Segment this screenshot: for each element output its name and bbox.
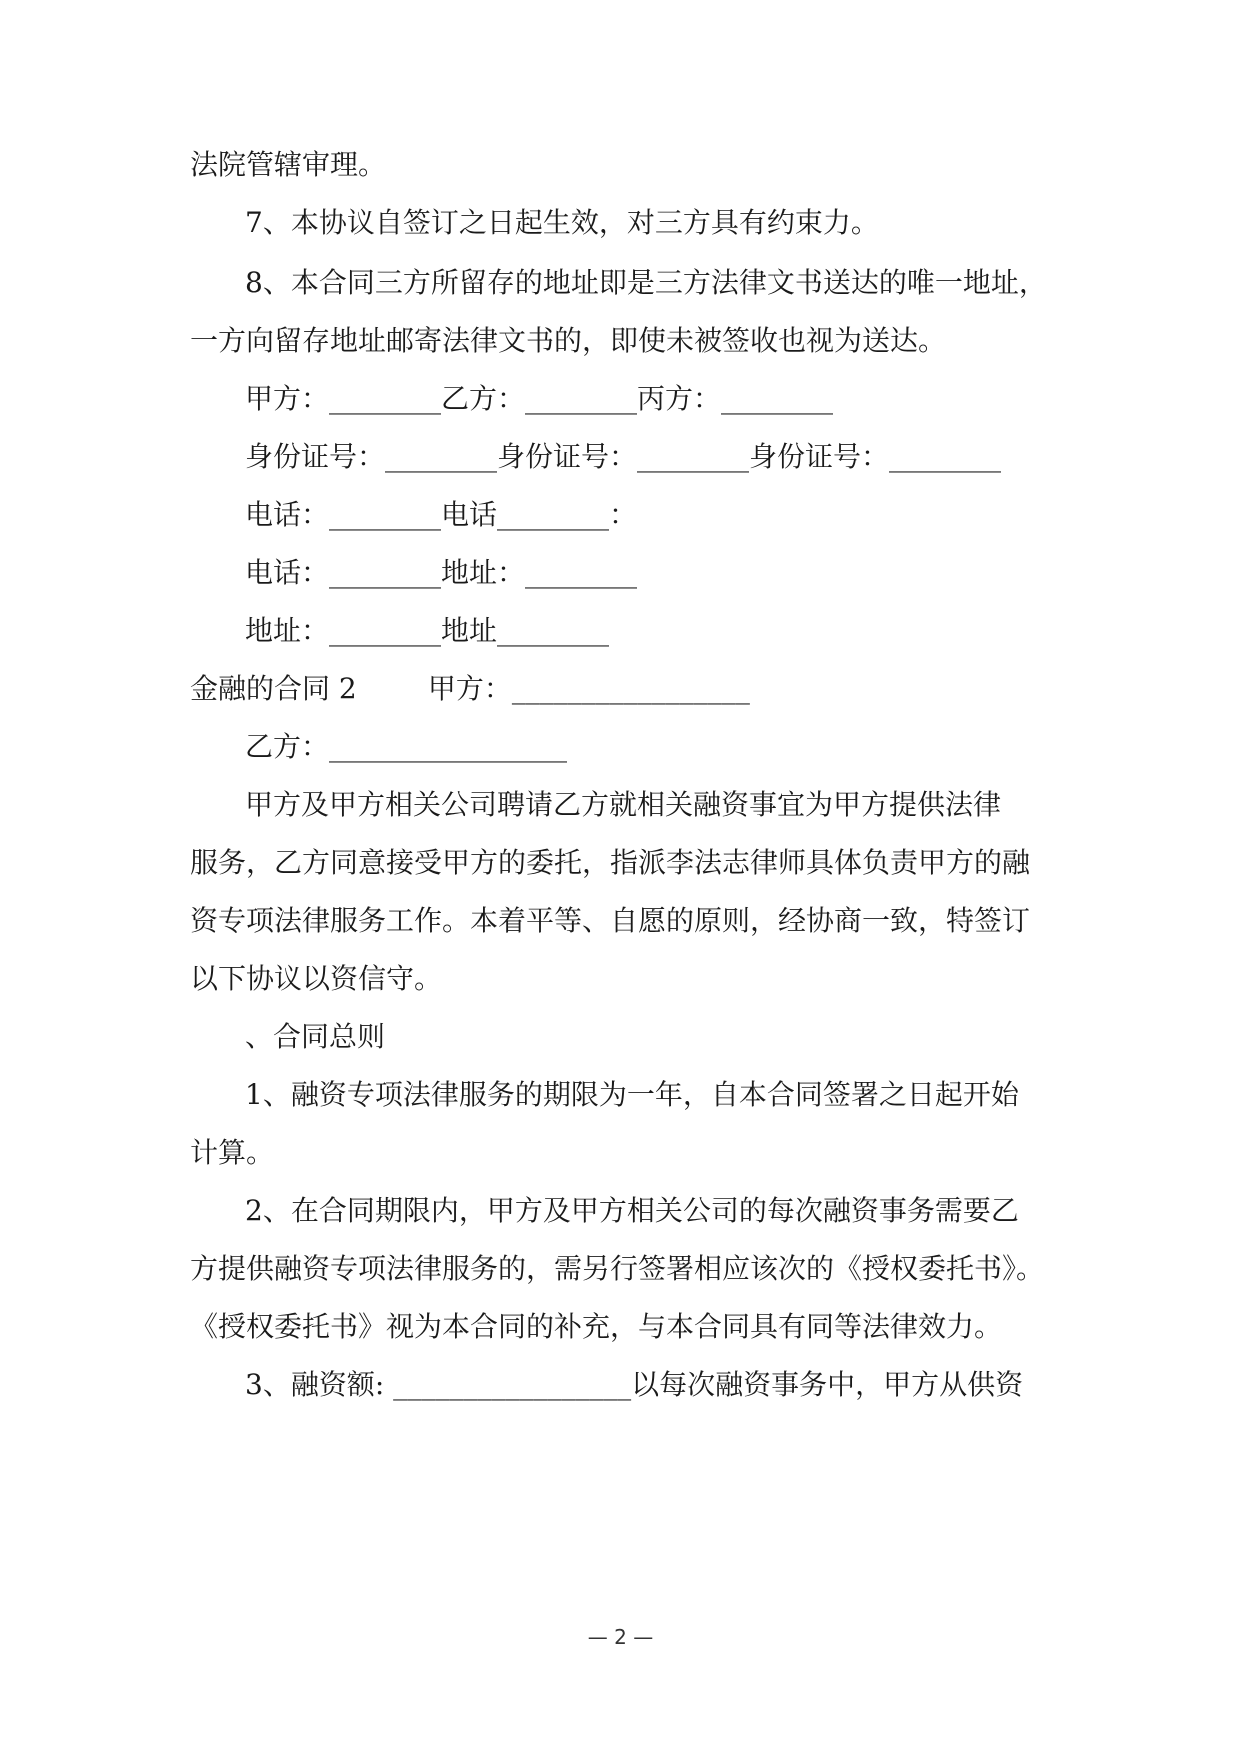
phone-address-line: 电话：________地址：________ [245,556,638,589]
intro-paragraph-line: 以下协议以资信守。 [190,962,443,995]
intro-paragraph-line: 服务，乙方同意接受甲方的委托，指派李法志律师具体负责甲方的融 [190,846,1031,879]
phone-line: 电话：________电话________： [245,498,638,531]
intro-paragraph-line: 资专项法律服务工作。本着平等、自愿的原则，经协商一致，特签订 [190,904,1031,937]
section-heading: 、合同总则 [245,1020,386,1053]
address-line: 地址：________地址________ [245,614,610,647]
clause-2: 2、在合同期限内，甲方及甲方相关公司的每次融资事务需要乙 [245,1194,1019,1227]
clause-1: 1、融资专项法律服务的期限为一年，自本合同签署之日起开始 [245,1078,1019,1111]
intro-paragraph-line: 甲方及甲方相关公司聘请乙方就相关融资事宜为甲方提供法律 [245,788,1002,821]
paragraph-line: 一方向留存地址邮寄法律文书的，即使未被签收也视为送达。 [190,324,947,357]
signature-parties-line: 甲方：________乙方：________丙方：________ [245,382,834,415]
clause-8: 8、本合同三方所留存的地址即是三方法律文书送达的唯一地址， [245,266,1047,299]
paragraph-line: 方提供融资专项法律服务的，需另行签署相应该次的《授权委托书》。 [190,1252,1045,1285]
paragraph-line: 《授权委托书》视为本合同的补充，与本合同具有同等法律效力。 [190,1310,1003,1343]
contract-2-heading: 金融的合同 2 甲方：_________________ [190,672,750,705]
paragraph-line: 法院管辖审理。 [190,148,387,181]
paragraph-line: 计算。 [190,1136,275,1169]
id-number-line: 身份证号：________身份证号：________身份证号：________ [245,440,1002,473]
clause-3: 3、融资额: _________________以每次融资事务中，甲方从供资 [245,1368,1024,1401]
clause-7: 7、本协议自签订之日起生效，对三方具有约束力。 [245,206,879,239]
party-b-line: 乙方：_________________ [245,730,568,763]
page-number: — 2 — [587,1625,654,1649]
